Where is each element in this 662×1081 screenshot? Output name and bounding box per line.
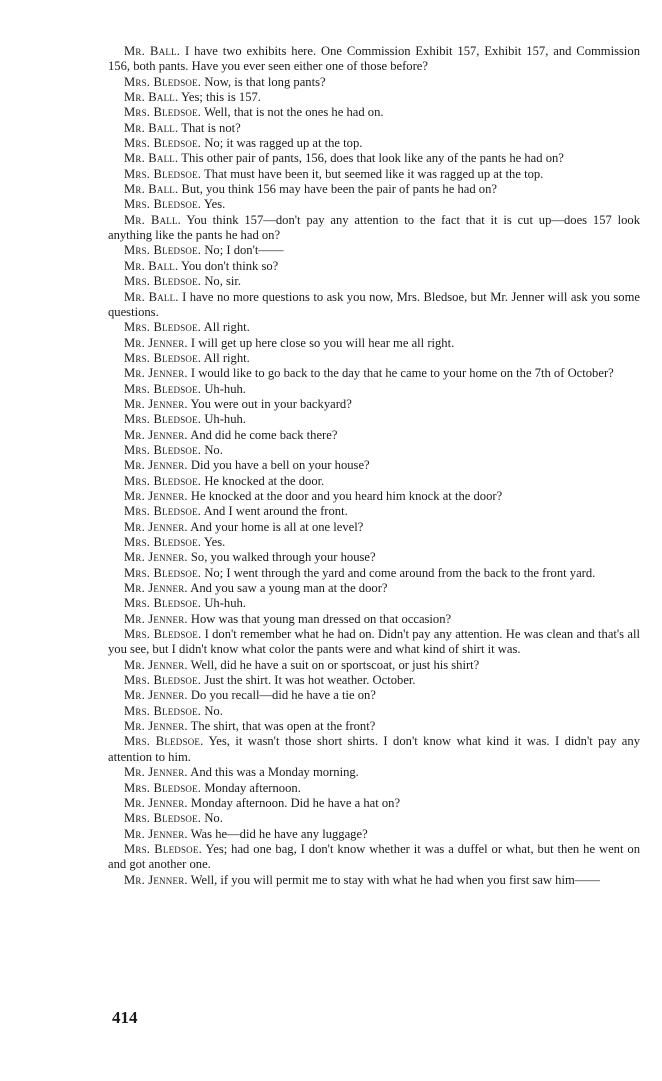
speaker-name: Mr. Jenner. — [124, 826, 188, 841]
testimony-paragraph — [108, 136, 640, 151]
testimony-text: Yes. — [203, 197, 226, 212]
testimony-paragraph — [108, 596, 640, 611]
testimony-text: Yes, it wasn't those short shirts. I don't know what kind it was. I didn't pay any attention to him. — [108, 734, 640, 764]
speaker-name: Mr. Jenner. — [124, 611, 188, 626]
speaker-name: Mrs. Bledsoe. — [124, 504, 202, 519]
testimony-paragraph — [108, 781, 640, 796]
testimony-paragraph — [108, 243, 640, 258]
speaker-name: Mr. Jenner. — [124, 719, 188, 734]
testimony-text: Yes; had one bag, I don't know whether it was a duffel or what, but then he went on and got another one. — [108, 841, 640, 872]
speaker-name: Mr. Jenner. — [124, 458, 188, 473]
testimony-paragraph — [108, 535, 640, 550]
testimony-text: You were out in your backyard? — [190, 396, 352, 411]
speaker-name: Mr. Jenner. — [124, 872, 188, 887]
testimony-text: No, sir. — [204, 274, 242, 289]
speaker-name: Mr. Ball. — [124, 182, 179, 197]
speaker-name: Mrs. Bledsoe. — [124, 703, 202, 718]
speaker-name: Mrs. Bledsoe. — [124, 734, 204, 749]
testimony-text: No; I don't—— — [204, 243, 284, 258]
testimony-paragraph — [108, 320, 640, 335]
speaker-name: Mr. Jenner. — [124, 765, 188, 780]
speaker-name: Mr. Ball. — [124, 258, 179, 273]
speaker-name: Mr. Jenner. — [124, 657, 188, 672]
testimony-text: No. — [204, 703, 223, 718]
testimony-paragraph — [108, 259, 640, 274]
testimony-paragraph — [108, 44, 640, 75]
testimony-paragraph — [108, 504, 640, 519]
speaker-name: Mrs. Bledsoe. — [124, 627, 202, 642]
testimony-text: I have two exhibits here. One Commission Exhibit 157, Exhibit 157, and Commission 156, both pants. Have you ever seen either one of those before? — [108, 44, 640, 74]
testimony-paragraph — [108, 673, 640, 688]
testimony-paragraph — [108, 765, 640, 780]
testimony-paragraph — [108, 105, 640, 120]
speaker-name: Mrs. Bledsoe. — [124, 535, 202, 549]
testimony-paragraph — [108, 704, 640, 719]
speaker-name: Mrs. Bledsoe. — [124, 565, 202, 580]
testimony-paragraph — [108, 873, 640, 888]
testimony-paragraph — [108, 719, 640, 734]
testimony-text: Well, did he have a suit on or sportscoat, or just his shirt? — [190, 657, 480, 672]
speaker-name: Mrs. Bledsoe. — [124, 74, 202, 89]
testimony-paragraph — [108, 627, 640, 658]
speaker-name: Mr. Ball. — [124, 120, 179, 135]
speaker-name: Mrs. Bledsoe. — [124, 243, 202, 258]
testimony-text: Well, that is not the ones he had on. — [204, 105, 384, 120]
testimony-paragraph — [108, 520, 640, 535]
testimony-text: The shirt, that was open at the front? — [190, 719, 376, 734]
testimony-text: So, you walked through your house? — [190, 550, 376, 565]
testimony-text: I would like to go back to the day that he came to your home on the 7th of October? — [190, 366, 614, 381]
speaker-name: Mr. Jenner. — [124, 519, 188, 534]
speaker-name: Mrs. Bledsoe. — [124, 841, 202, 856]
testimony-text: I will get up here close so you will hear me all right. — [190, 335, 455, 350]
speaker-name: Mr. Jenner. — [124, 488, 188, 503]
testimony-paragraph — [108, 366, 640, 381]
testimony-paragraph — [108, 274, 640, 289]
testimony-text: Yes. — [203, 535, 226, 549]
testimony-paragraph — [108, 550, 640, 565]
testimony-paragraph — [108, 90, 640, 105]
testimony-text: That is not? — [181, 120, 241, 135]
speaker-name: Mrs. Bledsoe. — [124, 166, 202, 181]
testimony-paragraph — [108, 213, 640, 244]
speaker-name: Mr. Ball. — [124, 212, 182, 227]
testimony-paragraph — [108, 75, 640, 90]
testimony-text: You don't think so? — [181, 258, 279, 273]
testimony-text: No. — [204, 442, 223, 457]
speaker-name: Mrs. Bledsoe. — [124, 673, 202, 688]
testimony-paragraph — [108, 443, 640, 458]
speaker-name: Mrs. Bledsoe. — [124, 473, 202, 488]
testimony-text: Uh-huh. — [204, 381, 246, 396]
testimony-paragraph — [108, 811, 640, 826]
testimony-text: Was he—did he have any luggage? — [190, 826, 368, 841]
testimony-text: This other pair of pants, 156, does that look like any of the pants he had on? — [181, 151, 564, 166]
testimony-paragraph — [108, 581, 640, 596]
testimony-paragraph — [108, 197, 640, 212]
testimony-text: Well, if you will permit me to stay with what he had when you first saw him—— — [190, 872, 600, 887]
testimony-text: But, you think 156 may have been the pair of pants he had on? — [181, 182, 497, 197]
speaker-name: Mrs. Bledsoe. — [124, 442, 202, 457]
testimony-paragraph — [108, 182, 640, 197]
speaker-name: Mrs. Bledsoe. — [124, 105, 202, 120]
speaker-name: Mrs. Bledsoe. — [124, 412, 202, 427]
testimony-text: Monday afternoon. Did he have a hat on? — [190, 795, 401, 810]
testimony-paragraph — [108, 827, 640, 842]
testimony-text: I don't remember what he had on. Didn't pay any attention. He was clean and that's all you see, but I didn't know what color the pants were and what kind of shirt it was. — [108, 627, 640, 657]
testimony-text: He knocked at the door. — [204, 473, 325, 488]
testimony-text: Monday afternoon. — [204, 780, 301, 795]
testimony-paragraph — [108, 151, 640, 166]
testimony-paragraph — [108, 336, 640, 351]
testimony-text: Yes; this is 157. — [181, 90, 261, 105]
speaker-name: Mr. Jenner. — [124, 550, 188, 565]
testimony-paragraph — [108, 566, 640, 581]
speaker-name: Mr. Jenner. — [124, 366, 188, 381]
testimony-paragraph — [108, 474, 640, 489]
testimony-paragraph — [108, 842, 640, 873]
testimony-paragraph — [108, 351, 640, 366]
speaker-name: Mr. Jenner. — [124, 396, 188, 411]
testimony-paragraph — [108, 612, 640, 627]
speaker-name: Mrs. Bledsoe. — [124, 596, 202, 611]
page-number: 414 — [112, 1008, 138, 1027]
speaker-name: Mr. Ball. — [124, 90, 179, 105]
speaker-name: Mr. Ball. — [124, 44, 181, 58]
testimony-text: No; I went through the yard and come around from the back to the front yard. — [204, 565, 596, 580]
testimony-paragraph — [108, 121, 640, 136]
speaker-name: Mrs. Bledsoe. — [124, 350, 202, 365]
testimony-paragraph — [108, 412, 640, 427]
speaker-name: Mr. Jenner. — [124, 335, 188, 350]
testimony-text: Uh-huh. — [204, 596, 246, 611]
testimony-paragraph — [108, 688, 640, 703]
speaker-name: Mrs. Bledsoe. — [124, 811, 202, 826]
speaker-name: Mrs. Bledsoe. — [124, 381, 202, 396]
testimony-text: Do you recall—did he have a tie on? — [190, 688, 376, 703]
testimony-paragraph — [108, 290, 640, 321]
speaker-name: Mrs. Bledsoe. — [124, 274, 202, 289]
testimony-paragraph — [108, 458, 640, 473]
testimony-text: And you saw a young man at the door? — [190, 581, 388, 596]
testimony-paragraph — [108, 658, 640, 673]
testimony-text: And I went around the front. — [203, 504, 348, 519]
testimony-text: How was that young man dressed on that occasion? — [190, 611, 452, 626]
speaker-name: Mr. Ball. — [124, 151, 179, 166]
testimony-text: I have no more questions to ask you now, Mrs. Bledsoe, but Mr. Jenner will ask you some questions. — [108, 289, 640, 319]
speaker-name: Mrs. Bledsoe. — [124, 780, 202, 795]
testimony-paragraph — [108, 428, 640, 443]
testimony-text: And this was a Monday morning. — [190, 765, 359, 780]
speaker-name: Mrs. Bledsoe. — [124, 136, 202, 151]
testimony-text: All right. — [203, 320, 250, 335]
testimony-paragraph — [108, 397, 640, 412]
testimony-paragraph — [108, 489, 640, 504]
testimony-paragraph — [108, 734, 640, 765]
testimony-text: All right. — [203, 350, 250, 365]
speaker-name: Mr. Ball. — [124, 289, 179, 304]
testimony-paragraph — [108, 382, 640, 397]
speaker-name: Mr. Jenner. — [124, 688, 188, 703]
testimony-text: And your home is all at one level? — [190, 519, 364, 534]
testimony-paragraph — [108, 796, 640, 811]
testimony-text: And did he come back there? — [190, 427, 338, 442]
testimony-text: He knocked at the door and you heard him knock at the door? — [190, 488, 503, 503]
testimony-text: Did you have a bell on your house? — [190, 458, 370, 473]
testimony-text: Just the shirt. It was hot weather. October. — [204, 673, 416, 688]
testimony-text: Uh-huh. — [204, 412, 246, 427]
speaker-name: Mr. Jenner. — [124, 427, 188, 442]
testimony-text: No; it was ragged up at the top. — [204, 136, 363, 151]
speaker-name: Mrs. Bledsoe. — [124, 320, 202, 335]
testimony-text: You think 157—don't pay any attention to the fact that it is cut up—does 157 look anything like the pants he had on? — [108, 212, 641, 243]
speaker-name: Mr. Jenner. — [124, 795, 188, 810]
testimony-text: No. — [204, 811, 223, 826]
speaker-name: Mrs. Bledsoe. — [124, 197, 202, 212]
speaker-name: Mr. Jenner. — [124, 581, 188, 596]
testimony-text: That must have been it, but seemed like it was ragged up at the top. — [204, 166, 544, 181]
transcript-body — [108, 44, 640, 888]
testimony-paragraph — [108, 167, 640, 182]
testimony-text: Now, is that long pants? — [204, 74, 326, 89]
